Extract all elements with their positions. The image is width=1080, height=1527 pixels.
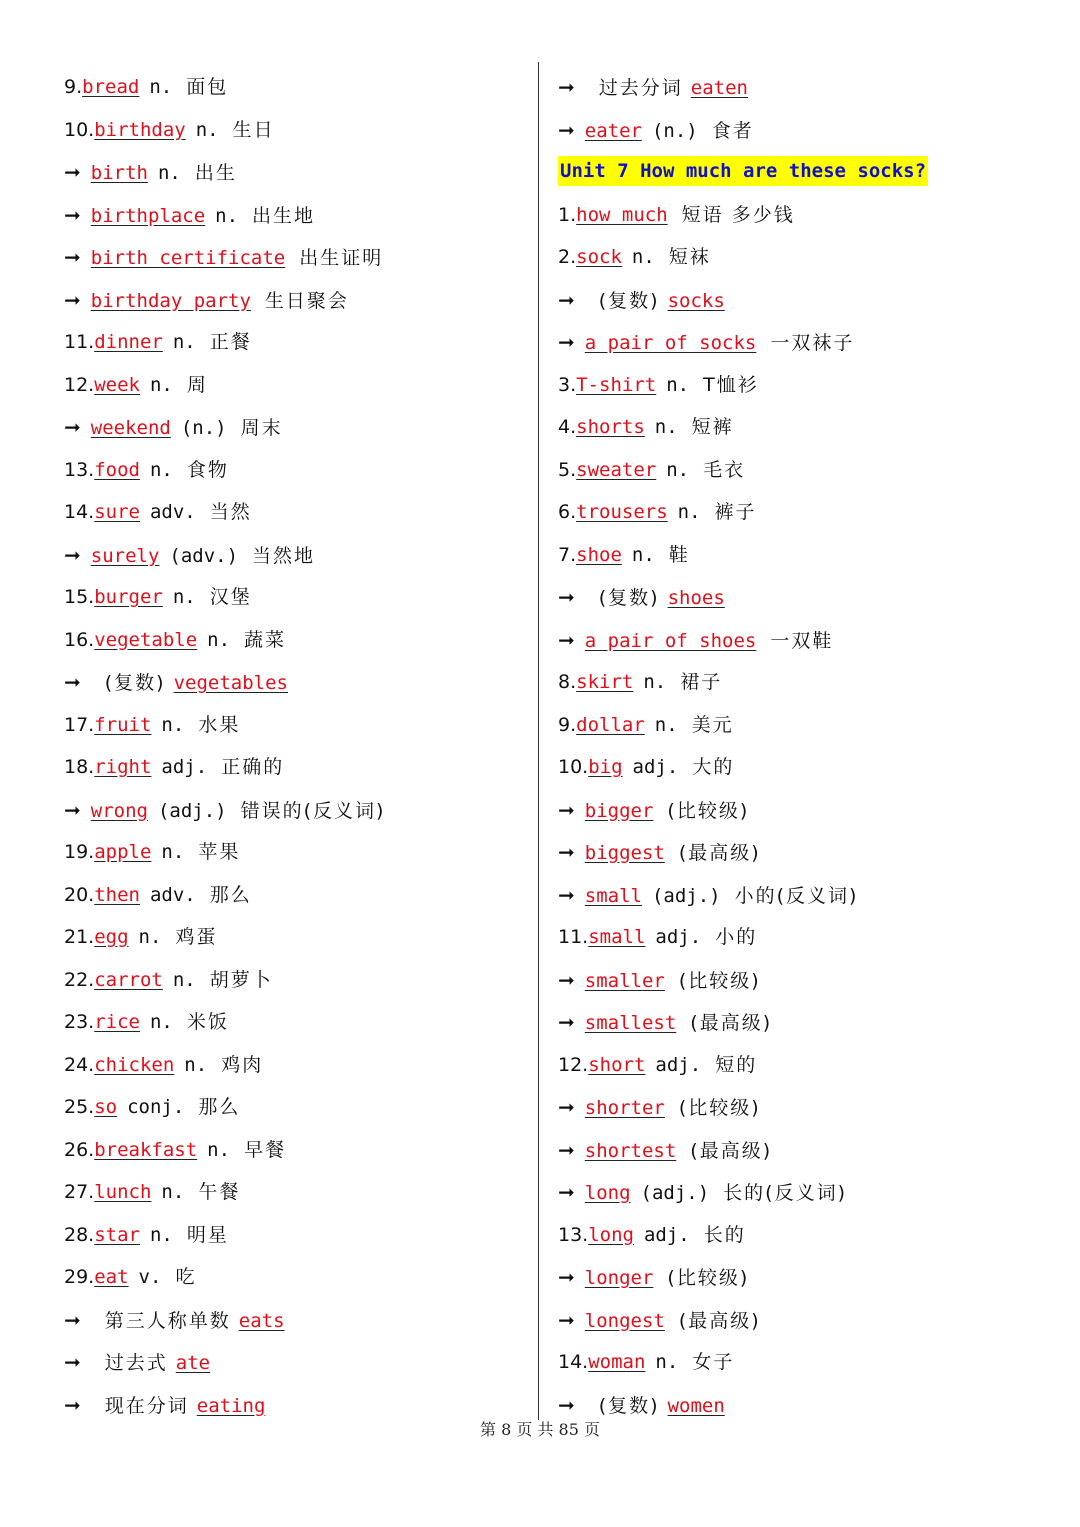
chinese-meaning: 胡萝卜 [209, 968, 273, 991]
right-arrow-icon: ➞ [558, 287, 575, 312]
vocab-word: then [94, 883, 140, 906]
vocab-word: ate [175, 1352, 211, 1374]
part-of-speech: n. [207, 1138, 231, 1161]
vocab-word: bigger [584, 799, 654, 822]
part-of-speech: n. [138, 926, 162, 948]
right-arrow-icon: ➞ [558, 1137, 575, 1162]
vocab-entry [558, 449, 1058, 492]
vocab-entry [64, 1129, 524, 1172]
chinese-meaning: (比较级) [678, 969, 761, 992]
chinese-meaning: 一双袜子 [770, 332, 855, 354]
word-form-label: 现在分词 [104, 1394, 189, 1417]
vocab-derivation [558, 321, 1058, 364]
chinese-meaning: 水果 [198, 713, 241, 736]
vocab-word: surely [90, 544, 160, 567]
chinese-meaning: 那么 [198, 1096, 241, 1118]
chinese-meaning: 出生证明 [299, 247, 384, 269]
chinese-meaning: 裤子 [714, 501, 757, 523]
entry-number: 19. [64, 841, 95, 863]
vocab-word: woman [588, 1351, 646, 1373]
part-of-speech: conj. [127, 1096, 185, 1118]
right-arrow-icon: ➞ [558, 840, 575, 864]
chinese-meaning: 当然 [209, 501, 252, 523]
part-of-speech: n. [161, 713, 185, 736]
entry-number: 3. [558, 373, 577, 396]
vocab-word: vegetables [173, 672, 288, 694]
chinese-meaning: T恤衫 [703, 373, 759, 396]
right-arrow-icon: ➞ [64, 202, 81, 227]
vocab-word: dinner [94, 331, 163, 353]
part-of-speech: adj. [655, 926, 702, 948]
entry-number: 27. [64, 1181, 95, 1203]
vocab-entry [64, 449, 524, 492]
vocab-entry [558, 746, 1058, 789]
entry-number: 21. [64, 926, 95, 948]
entry-number: 14. [558, 1351, 589, 1373]
entry-number: 29. [64, 1266, 95, 1288]
right-arrow-icon: ➞ [558, 585, 575, 609]
part-of-speech: adj. [161, 756, 208, 778]
entry-number: 24. [64, 1053, 95, 1076]
entry-number: 9. [558, 713, 577, 736]
vocab-word: long [588, 1223, 634, 1246]
vocab-word: shorts [576, 416, 645, 438]
vocab-entry [558, 534, 1058, 577]
part-of-speech: (n.) [180, 417, 227, 439]
vocab-derivation [558, 576, 1058, 619]
part-of-speech: n. [161, 841, 185, 863]
entry-number: 4. [558, 416, 577, 438]
vocab-word: sure [94, 501, 140, 523]
entry-number: 12. [64, 373, 95, 396]
part-of-speech: n. [195, 118, 219, 141]
vocab-word: birthday party [90, 289, 251, 312]
part-of-speech: n. [654, 713, 678, 736]
part-of-speech: n. [666, 373, 690, 396]
vocab-entry [64, 1086, 524, 1129]
chinese-meaning: 短的 [715, 1053, 758, 1076]
entry-number: 1. [558, 203, 577, 226]
chinese-meaning: 周 [186, 373, 208, 396]
word-form-label: (复数) [104, 672, 166, 694]
part-of-speech: n. [172, 968, 196, 991]
chinese-meaning: 生日聚会 [264, 289, 349, 312]
vocab-entry [64, 1256, 524, 1299]
vocab-word: wrong [90, 799, 148, 822]
vocab-derivation [64, 151, 524, 194]
vocab-word: shoes [667, 587, 725, 609]
vocab-word: longest [584, 1309, 665, 1332]
vocab-word: vegetable [94, 628, 198, 651]
unit-heading-row [558, 151, 1058, 194]
chinese-meaning: 苹果 [198, 841, 241, 863]
vocab-word: so [94, 1096, 118, 1118]
chinese-meaning: 午餐 [198, 1181, 241, 1203]
right-arrow-icon: ➞ [558, 117, 575, 142]
part-of-speech: n. [149, 1011, 173, 1033]
chinese-meaning: 米饭 [186, 1011, 229, 1033]
vocab-entry [558, 364, 1058, 407]
vocab-derivation [64, 406, 524, 449]
right-arrow-icon: ➞ [64, 1392, 81, 1417]
part-of-speech: (adj.) [651, 884, 721, 907]
entry-number: 10. [64, 118, 95, 141]
vocab-derivation [64, 279, 524, 322]
page-footer: 第 8 页 共 85 页 [480, 1420, 600, 1439]
vocab-entry [64, 1044, 524, 1087]
chinese-meaning: 错误的(反义词) [240, 799, 386, 822]
vocab-word: carrot [94, 968, 163, 991]
vocab-entry [558, 661, 1058, 704]
part-of-speech: n. [654, 416, 678, 438]
right-arrow-icon: ➞ [558, 967, 575, 992]
vocab-word: skirt [576, 671, 634, 693]
chinese-meaning: (最高级) [678, 1309, 761, 1332]
vocab-entry [558, 916, 1058, 959]
vocab-entry [64, 576, 524, 619]
chinese-meaning: 鸡蛋 [175, 926, 218, 948]
word-form-label: 过去式 [104, 1352, 168, 1374]
vocab-entry [558, 406, 1058, 449]
vocab-word: T-shirt [576, 373, 657, 396]
vocab-word: a pair of shoes [584, 629, 757, 652]
part-of-speech: n. [149, 1223, 173, 1246]
chinese-meaning: (最高级) [678, 842, 761, 864]
chinese-meaning: 食者 [711, 119, 754, 142]
vocab-word: long [584, 1182, 631, 1204]
entry-number: 9. [64, 76, 83, 98]
vocab-entry [64, 321, 524, 364]
vocab-derivation [558, 1086, 1058, 1129]
vocab-word: birthplace [90, 204, 206, 227]
right-arrow-icon: ➞ [558, 330, 575, 354]
vocab-word: how much [576, 203, 668, 226]
vocab-word: a pair of socks [584, 332, 757, 354]
vocab-word: eaten [690, 77, 748, 99]
vocab-word: right [94, 756, 152, 778]
right-arrow-icon: ➞ [558, 1095, 575, 1119]
chinese-meaning: (比较级) [678, 1097, 761, 1119]
chinese-meaning: 鞋 [668, 543, 690, 566]
vocab-derivation [558, 1256, 1058, 1299]
unit-heading: Unit 7 How much are these socks? [558, 156, 928, 186]
part-of-speech: n. [666, 458, 690, 481]
vocab-word: big [588, 756, 623, 778]
chinese-meaning: 食物 [186, 458, 229, 481]
vocab-word: socks [667, 289, 725, 312]
part-of-speech: (adj.) [640, 1182, 710, 1204]
entry-number: 6. [558, 501, 577, 523]
vocab-word: birth [90, 162, 148, 184]
vocab-derivation [64, 1341, 524, 1384]
vocab-entry [64, 1001, 524, 1044]
right-arrow-icon: ➞ [558, 1010, 575, 1034]
vocab-derivation [558, 1001, 1058, 1044]
vocab-entry [558, 491, 1058, 534]
right-arrow-icon: ➞ [64, 1350, 81, 1374]
entry-number: 11. [64, 331, 95, 353]
chinese-meaning: 女子 [692, 1351, 735, 1373]
vocab-word: bread [82, 76, 140, 98]
right-arrow-icon: ➞ [558, 75, 575, 99]
part-of-speech: (adj.) [157, 799, 227, 822]
word-form-label: (复数) [598, 1394, 660, 1417]
vocab-word: food [94, 458, 140, 481]
vocab-word: small [584, 884, 642, 907]
vocab-word: eater [584, 119, 642, 142]
vocab-word: smallest [584, 1012, 677, 1034]
part-of-speech: n. [215, 204, 239, 227]
entry-number: 7. [558, 543, 577, 566]
vocab-entry [558, 236, 1058, 279]
vocab-word: dollar [576, 713, 645, 736]
part-of-speech: n. [631, 543, 655, 566]
vocab-derivation [558, 1299, 1058, 1342]
vocab-derivation [558, 1171, 1058, 1214]
vocab-derivation [558, 279, 1058, 322]
part-of-speech: n. [207, 628, 231, 651]
vocab-word: sock [576, 246, 622, 268]
vocab-word: burger [94, 586, 163, 608]
chinese-meaning: 长的(反义词) [723, 1182, 847, 1204]
entry-number: 26. [64, 1138, 95, 1161]
vocab-entry [64, 66, 524, 109]
vocab-word: breakfast [94, 1138, 198, 1161]
vocab-word: shortest [584, 1139, 677, 1162]
part-of-speech: v. [138, 1266, 162, 1288]
part-of-speech: adj. [643, 1223, 690, 1246]
part-of-speech: n. [161, 1181, 185, 1203]
vocab-entry [64, 109, 524, 152]
vocab-derivation [558, 66, 1058, 109]
vocab-word: weekend [90, 417, 171, 439]
vocab-derivation [558, 1129, 1058, 1172]
chinese-meaning: (比较级) [667, 1267, 750, 1289]
chinese-meaning: 长的 [703, 1223, 746, 1246]
vocab-entry [64, 916, 524, 959]
word-form-label: 过去分词 [598, 77, 683, 99]
chinese-meaning: 面包 [186, 76, 229, 98]
vocab-entry [64, 1214, 524, 1257]
entry-number: 15. [64, 586, 95, 608]
vocab-word: egg [94, 926, 129, 948]
vocab-entry [64, 874, 524, 917]
entry-number: 11. [558, 926, 589, 948]
entry-number: 10. [558, 756, 589, 778]
vocab-word: small [588, 926, 646, 948]
vocab-derivation [558, 959, 1058, 1002]
vocab-word: eat [94, 1266, 129, 1288]
vocab-word: shoe [576, 543, 622, 566]
right-arrow-icon: ➞ [64, 797, 81, 822]
vocab-word: week [94, 373, 140, 396]
chinese-meaning: 短裤 [691, 416, 734, 438]
right-arrow-icon: ➞ [64, 415, 81, 439]
vocab-entry [64, 1171, 524, 1214]
right-arrow-icon: ➞ [558, 1392, 575, 1417]
vocab-word: trousers [576, 501, 668, 523]
right-arrow-icon: ➞ [64, 287, 81, 312]
vocab-entry [558, 704, 1058, 747]
right-arrow-icon: ➞ [558, 627, 575, 652]
part-of-speech: n. [149, 458, 173, 481]
part-of-speech: n. [643, 671, 667, 693]
right-arrow-icon: ➞ [64, 670, 81, 694]
vocab-derivation [558, 109, 1058, 152]
chinese-meaning: 正确的 [221, 756, 285, 778]
chinese-meaning: (比较级) [667, 799, 750, 822]
right-arrow-icon: ➞ [558, 797, 575, 822]
vocab-entry [64, 704, 524, 747]
chinese-meaning: 短袜 [668, 246, 711, 268]
right-arrow-icon: ➞ [558, 1307, 575, 1332]
chinese-meaning: 周末 [240, 417, 283, 439]
right-arrow-icon: ➞ [64, 245, 81, 269]
vocab-derivation [558, 874, 1058, 917]
entry-number: 13. [64, 458, 95, 481]
part-of-speech: n. [631, 246, 655, 268]
chinese-meaning: 出生地 [252, 204, 316, 227]
part-of-speech: adj. [655, 1053, 702, 1076]
part-of-speech: n. [677, 501, 701, 523]
chinese-meaning: 大的 [692, 756, 735, 778]
vocab-word: birth certificate [90, 247, 286, 269]
part-of-speech: (adv.) [169, 544, 239, 567]
part-of-speech: n. [149, 373, 173, 396]
part-of-speech: adv. [149, 501, 196, 523]
entry-number: 8. [558, 671, 577, 693]
chinese-meaning: 小的(反义词) [734, 884, 859, 907]
vocab-derivation [64, 534, 524, 577]
vocab-entry [64, 619, 524, 662]
part-of-speech: n. [655, 1351, 679, 1373]
vocab-word: biggest [584, 842, 665, 864]
entry-number: 17. [64, 713, 95, 736]
chinese-meaning: 毛衣 [703, 458, 746, 481]
chinese-meaning: 早餐 [244, 1138, 287, 1161]
vocab-word: chicken [94, 1053, 175, 1076]
part-of-speech: n. [157, 162, 181, 184]
vocab-entry [64, 831, 524, 874]
chinese-meaning: (最高级) [690, 1139, 773, 1162]
chinese-meaning: 短语 多少钱 [681, 203, 795, 226]
chinese-meaning: 鸡肉 [221, 1053, 264, 1076]
vocab-derivation [64, 236, 524, 279]
vocab-word: short [588, 1053, 646, 1076]
vocab-entry [64, 491, 524, 534]
vocab-word: lunch [94, 1181, 152, 1203]
chinese-meaning: 蔬菜 [244, 628, 287, 651]
chinese-meaning: 美元 [691, 713, 734, 736]
vocab-derivation [64, 789, 524, 832]
chinese-meaning: 生日 [232, 118, 275, 141]
chinese-meaning: (最高级) [690, 1012, 773, 1034]
vocab-word: eating [196, 1394, 266, 1417]
vocab-word: star [94, 1223, 140, 1246]
chinese-meaning: 当然地 [252, 544, 316, 567]
vocab-entry [558, 194, 1058, 237]
chinese-meaning: 汉堡 [209, 586, 252, 608]
right-arrow-icon: ➞ [64, 160, 81, 184]
vocab-word: apple [94, 841, 152, 863]
chinese-meaning: 出生 [194, 162, 237, 184]
left-column [64, 66, 524, 1426]
vocab-word: women [667, 1394, 725, 1417]
vocab-entry [64, 746, 524, 789]
chinese-meaning: 那么 [209, 883, 252, 906]
right-arrow-icon: ➞ [64, 542, 81, 567]
part-of-speech: adv. [149, 883, 196, 906]
part-of-speech: n. [172, 331, 196, 353]
vocab-word: sweater [576, 458, 657, 481]
word-form-label: (复数) [598, 587, 660, 609]
entry-number: 16. [64, 628, 95, 651]
part-of-speech: n. [184, 1053, 208, 1076]
vocab-derivation [64, 661, 524, 704]
vocab-derivation [558, 789, 1058, 832]
part-of-speech: n. [149, 76, 173, 98]
column-divider [538, 62, 539, 1420]
chinese-meaning: 吃 [175, 1266, 197, 1288]
part-of-speech: adj. [632, 756, 679, 778]
entry-number: 2. [558, 246, 577, 268]
entry-number: 25. [64, 1096, 95, 1118]
entry-number: 22. [64, 968, 95, 991]
vocab-derivation [64, 1299, 524, 1342]
entry-number: 28. [64, 1223, 95, 1246]
chinese-meaning: 明星 [186, 1223, 229, 1246]
entry-number: 23. [64, 1011, 95, 1033]
vocab-word: fruit [94, 713, 152, 736]
vocab-derivation [64, 194, 524, 237]
right-arrow-icon: ➞ [558, 1180, 575, 1204]
right-arrow-icon: ➞ [64, 1307, 81, 1332]
word-form-label: 第三人称单数 [104, 1309, 231, 1332]
entry-number: 5. [558, 458, 577, 481]
right-arrow-icon: ➞ [558, 1265, 575, 1289]
entry-number: 18. [64, 756, 95, 778]
vocab-entry [64, 364, 524, 407]
vocab-word: eats [238, 1309, 285, 1332]
vocab-word: shorter [584, 1097, 665, 1119]
vocab-entry [64, 959, 524, 1002]
vocab-word: smaller [584, 969, 665, 992]
vocab-derivation [558, 619, 1058, 662]
chinese-meaning: 裙子 [680, 671, 723, 693]
entry-number: 20. [64, 883, 95, 906]
vocab-entry [558, 1044, 1058, 1087]
chinese-meaning: 一双鞋 [770, 629, 834, 652]
vocab-word: rice [94, 1011, 140, 1033]
vocab-word: longer [584, 1267, 654, 1289]
right-column [558, 66, 1058, 1426]
chinese-meaning: 小的 [715, 926, 758, 948]
chinese-meaning: 正餐 [209, 331, 252, 353]
vocab-entry [558, 1214, 1058, 1257]
word-form-label: (复数) [598, 289, 660, 312]
part-of-speech: (n.) [651, 119, 698, 142]
right-arrow-icon: ➞ [558, 882, 575, 907]
entry-number: 13. [558, 1223, 589, 1246]
entry-number: 12. [558, 1053, 589, 1076]
vocab-word: birthday [94, 118, 186, 141]
entry-number: 14. [64, 501, 95, 523]
vocab-derivation [558, 831, 1058, 874]
part-of-speech: n. [172, 586, 196, 608]
vocab-entry [558, 1341, 1058, 1384]
